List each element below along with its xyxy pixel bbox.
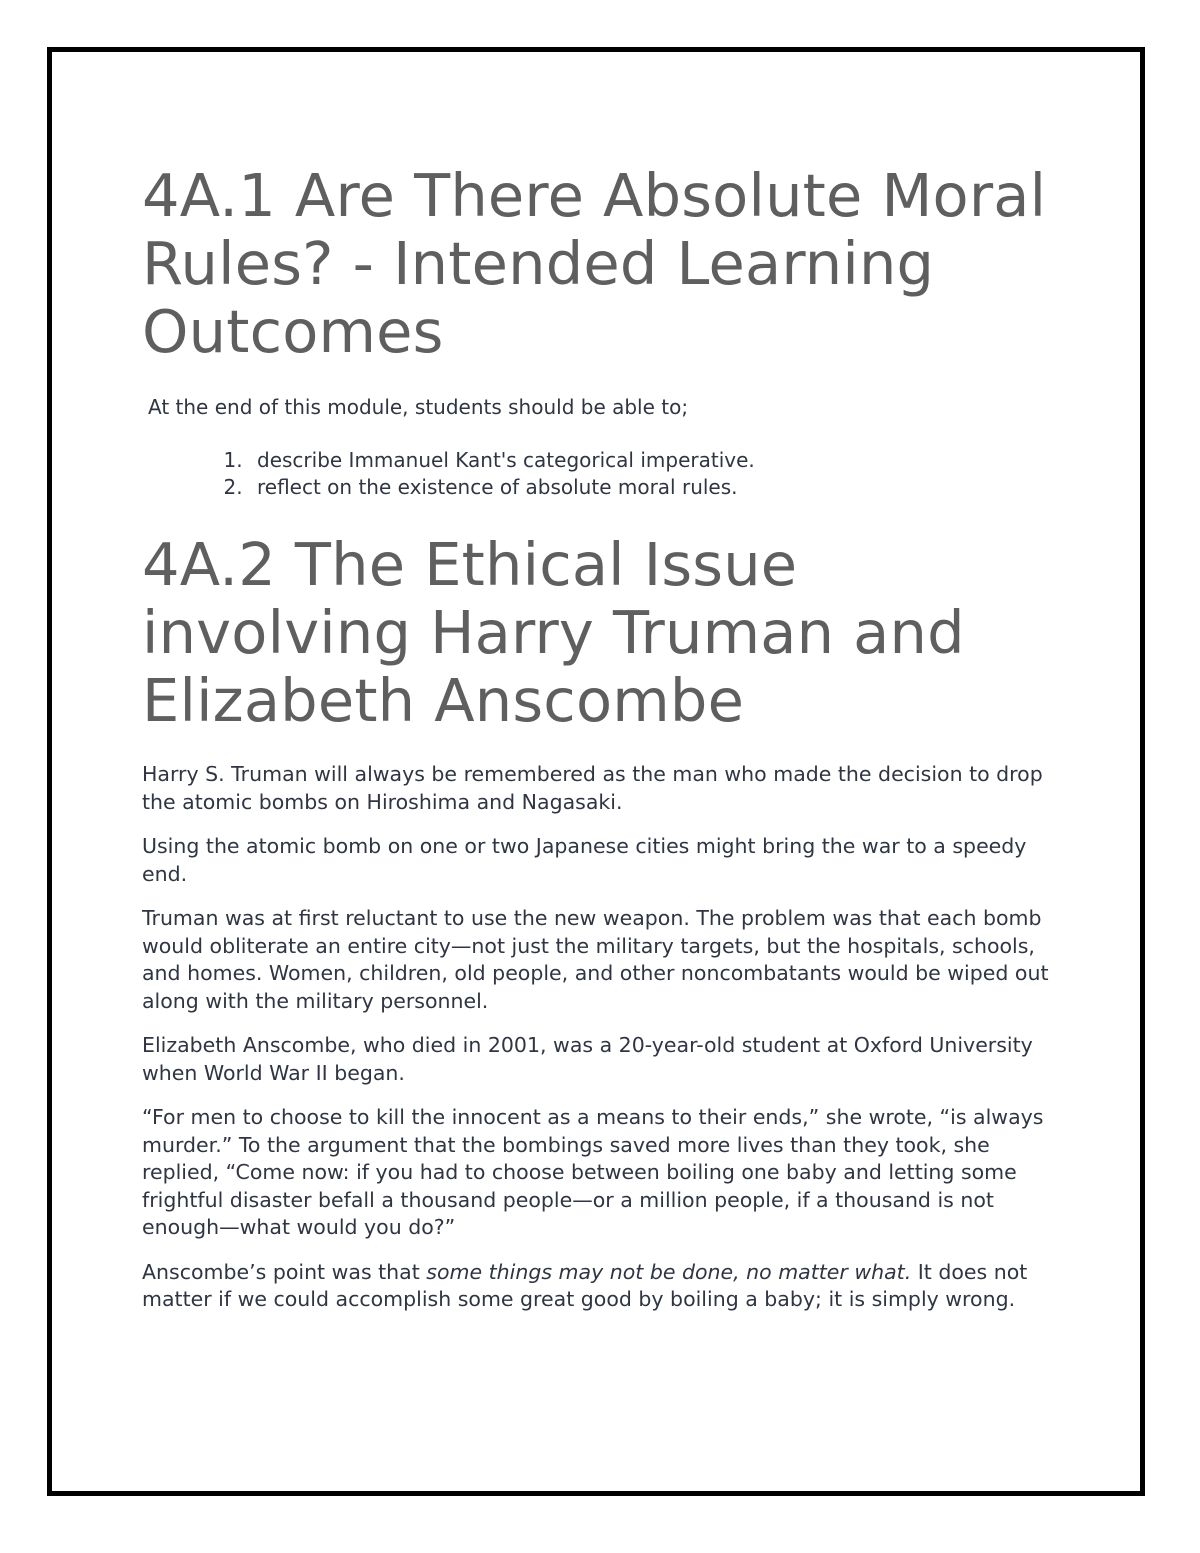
- outcomes-list: [142, 447, 1072, 501]
- conclusion-text-start: Anscombe’s point was that: [142, 1259, 427, 1284]
- body-paragraph: Elizabeth Anscombe, who died in 2001, was a 20-year-old student at Oxford University when World War II began.: [142, 1033, 1033, 1085]
- conclusion-emphasis: some things may not be done, no matter what.: [426, 1259, 912, 1284]
- document-content: [142, 162, 1072, 1314]
- section-heading-learning-outcomes: 4A.1 Are There Absolute Moral Rules? - Intended Learning Outcomes: [142, 161, 1047, 366]
- outcomes-intro: At the end of this module, students should be able to;: [148, 395, 689, 419]
- body-paragraph: Using the atomic bomb on one or two Japanese cities might bring the war to a speedy end.: [142, 834, 1027, 886]
- outcome-item: 2. reflect on the existence of absolute moral rules.: [249, 474, 1072, 501]
- outcome-item: 1. describe Immanuel Kant's categorical imperative.: [249, 447, 1072, 474]
- body-paragraph: Harry S. Truman will always be remembered as the man who made the decision to drop the atomic bombs on Hiroshima and Nagasaki.: [142, 762, 1043, 814]
- body-paragraph: Truman was at first reluctant to use the new weapon. The problem was that each bomb would obliterate an entire city—not just the military targets, but the hospitals, schools, and homes. Women, children, old people, and other noncombatants would be wiped out along with the military personnel.: [142, 906, 1049, 1013]
- body-paragraph-conclusion: [142, 1259, 1072, 1314]
- conclusion-text-end: It does not matter if we could accomplish some great good by boiling a baby; it is simply wrong.: [142, 1259, 1028, 1311]
- body-paragraph: “For men to choose to kill the innocent as a means to their ends,” she wrote, “is always murder.” To the argument that the bombings saved more lives than they took, she replied, “Come now: if you had to choose between boiling one baby and letting some frightful disaster befall a thousand people—or a million people, if a thousand is not enough—what would you do?”: [142, 1105, 1044, 1239]
- section-heading-ethical-issue: 4A.2 The Ethical Issue involving Harry Truman and Elizabeth Anscombe: [142, 530, 965, 735]
